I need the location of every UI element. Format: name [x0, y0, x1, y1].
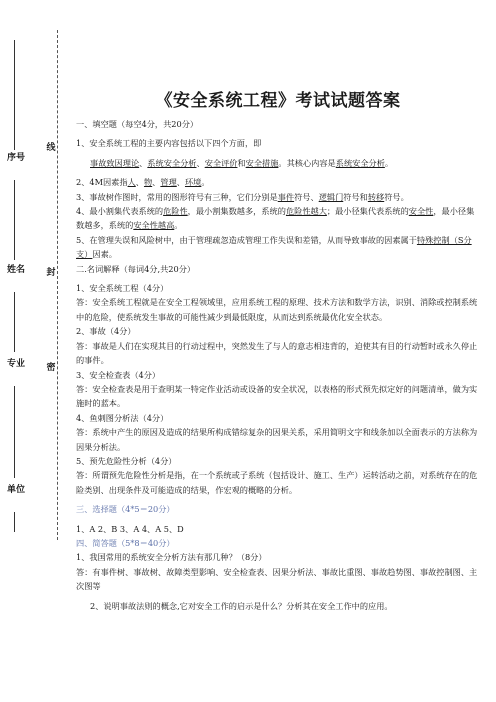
- choice-answers: 1、A 2、B 3、A 4、A 5、D: [76, 523, 184, 534]
- blank: 系统安全分析: [335, 157, 385, 168]
- blank: 特殊控制（S分支）: [76, 234, 472, 260]
- rule-line: [14, 292, 15, 352]
- definition-answer: 答：系统中产生的原因及造成的结果所构成错综复杂的因果关系，采用简明文字和线条加以全面表示的方法称为因果分析法。: [76, 427, 478, 452]
- blank: 环境: [184, 177, 202, 188]
- blank: 安全性越高: [133, 220, 175, 231]
- blank: 危险性越大: [285, 206, 327, 217]
- binding-margin: [0, 0, 70, 702]
- section2-heading: 二.名词解释（每词4分,共20分）: [76, 263, 196, 274]
- blank: 安全措施: [245, 157, 279, 168]
- definition-answer: 答：事故是人们在实现其目的行动过程中，突然发生了与人的意志相违背的，迫使其有目的行动暂时或永久停止的事件。: [76, 340, 478, 366]
- fill-q1-answers: 事故致因理论、系统安全分析、安全评价和安全措施。其核心内容是系统安全分析。: [90, 157, 394, 168]
- definition-question: 1、安全系统工程（4分）: [76, 283, 169, 294]
- fill-q3: 3、事故树作图时，常用的图形符号有三种，它们分别是事件符号、逻辑门符号和转移符号。: [76, 191, 409, 202]
- label-major: 专业: [6, 359, 25, 369]
- section4-heading: 四、简答题（5*8＝40分）: [76, 537, 175, 548]
- seal-char-seal: 封: [46, 268, 56, 278]
- seal-char-line: 线: [46, 143, 56, 153]
- rule-line: [14, 40, 15, 150]
- short-q2: 2、说明事故法则的概念,它对安全工作的启示是什么？分析其在安全工作中的应用。: [90, 600, 393, 611]
- short-a1: 答：有事件树、事故树、故障类型影响、安全检查表、因果分析法、事故比重图、事故趋势图、事故控制图、主次图等: [76, 566, 478, 592]
- seal-dashed-line: [57, 30, 58, 540]
- definition-question: 3、安全检查表（4分）: [76, 369, 161, 380]
- fill-q4: 4、最小割集代表系统的危险性，最小割集数越多，系统的危险性越大；最小径集代表系统的安全性，最小径集数越多，系统的安全性越高。: [76, 206, 475, 231]
- definition-question: 5、预先危险性分析（4分）: [76, 455, 177, 466]
- label-number: 序号: [6, 153, 25, 163]
- blank: 危险性: [163, 206, 188, 217]
- fill-q5: 5、在管理失误和风险树中，由于管理疏忽造成管理工作失误和差错，从而导致事故的因素属于特殊控制（S分支）因素。: [76, 234, 472, 260]
- label-name: 姓名: [6, 265, 25, 275]
- blank: 管理: [160, 177, 177, 188]
- blank: 系统安全分析: [147, 157, 197, 168]
- label-unit: 单位: [6, 485, 25, 495]
- blank: 人: [127, 177, 136, 188]
- page-title: 《安全系统工程》考试试题答案: [155, 91, 401, 111]
- fill-q1-prefix: 1、安全系统工程的主要内容包括以下四个方面，即: [76, 138, 262, 149]
- section3-heading: 三、选择题（4*5＝20分）: [76, 504, 175, 515]
- section1-heading: 一、填空题（每空4分，共20分）: [76, 119, 199, 129]
- rule-line: [14, 180, 15, 260]
- fill-q2: 2、4M因素指人、物、管理、环境。: [76, 177, 210, 188]
- definitions-list: [76, 281, 480, 497]
- rule-line: [14, 386, 15, 478]
- seal-char-secret: 密: [46, 363, 56, 373]
- exam-paper: [76, 86, 480, 613]
- blank: 事件: [277, 191, 295, 202]
- rule-line: [14, 512, 15, 532]
- definition-answer: 答：安全检查表是用于查明某一特定作业活动或设备的安全状况，以表格的形式预先拟定好的问题清单，做为实施时的蓝本。: [76, 383, 478, 409]
- definition-question: 4、鱼刺图分析法（4分）: [76, 412, 169, 423]
- definition-answer: 答：安全系统工程就是在安全工程领域里，应用系统工程的原理、技术方法和数学方法，识别、消除或控制系统中的危险，使系统发生事故的可能性减少到最低限度，从而达到系统最优化安全状态。: [76, 297, 478, 322]
- definition-answer: 答：所谓预先危险性分析是指，在一个系统或子系统（包括设计、施工、生产）运转活动之前，对系统存在的危险类别、出现条件及可能造成的结果，作宏观的概略的分析。: [76, 470, 478, 495]
- blank: 安全评价: [204, 157, 238, 168]
- definition-question: 2、事故（4分）: [76, 326, 136, 337]
- blank: 转移: [367, 191, 385, 202]
- blank: 事故致因理论: [90, 157, 140, 168]
- blank: 物: [143, 177, 153, 188]
- blank: 逻辑门: [318, 191, 344, 202]
- short-q1: 1、我国常用的系统安全分析方法有那几种？（8分）: [76, 552, 267, 563]
- blank: 安全性: [408, 206, 434, 217]
